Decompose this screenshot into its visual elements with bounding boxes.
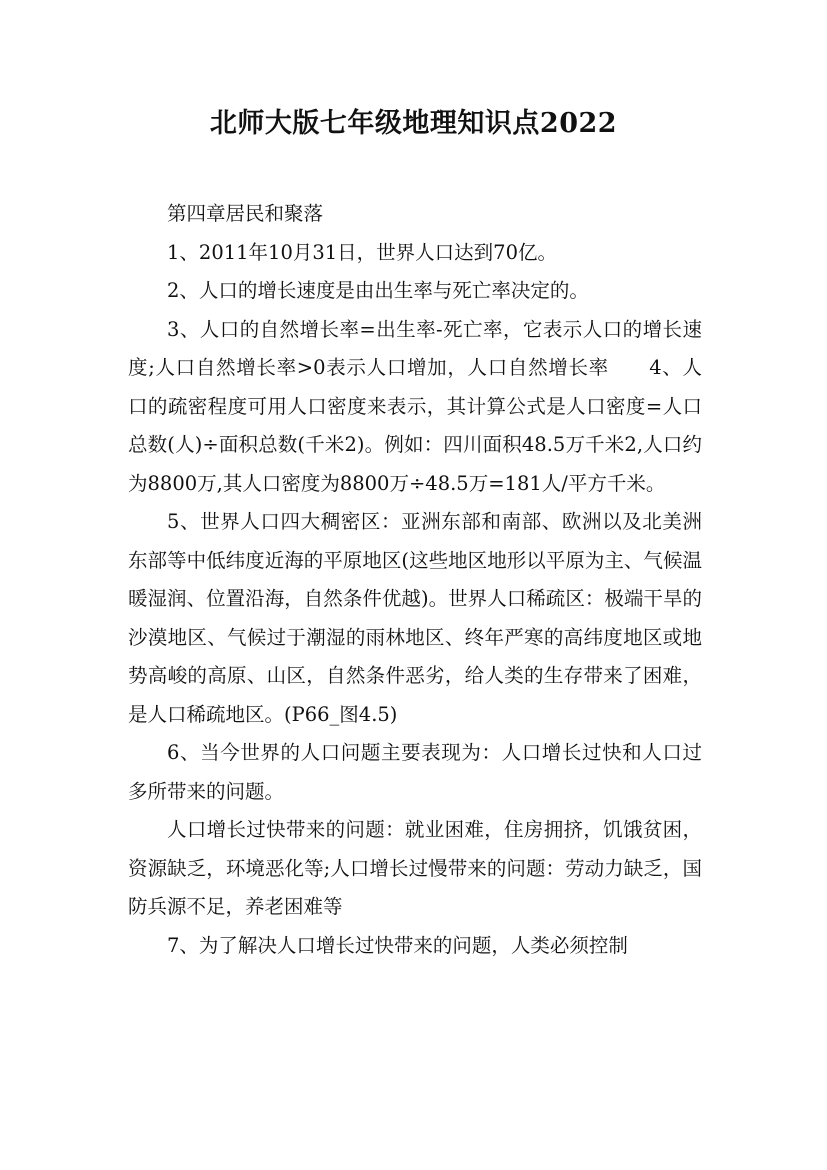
paragraph-1: 1、2011年10月31日，世界人口达到70亿。 (167, 240, 557, 264)
paragraph-6: 6、当今世界的人口问题主要表现为：人口增长过快和人口过多所带来的问题。 (128, 741, 702, 803)
paragraph-2: 2、人口的增长速度是由出生率与死亡率决定的。 (167, 279, 589, 302)
paragraph-7: 7、为了解决人口增长过快带来的问题，人类必须控制 (167, 933, 628, 957)
chapter-heading: 第四章居民和聚落 (167, 202, 324, 225)
paragraph-6-detail: 人口增长过快带来的问题：就业困难，住房拥挤，饥饿贫困，资源缺乏，环境恶化等;人口增长过慢带来的问题：劳动力缺乏，国防兵源不足，养老困难等 (128, 818, 702, 918)
document-title: 北师大版七年级地理知识点2022 (209, 108, 618, 139)
document-body (128, 195, 702, 965)
paragraph-5: 5、世界人口四大稠密区：亚洲东部和南部、欧洲以及北美洲东部等中低纬度近海的平原地区(这些地区地形以平原为主、气候温暖湿润、位置沿海，自然条件优越)。世界人口稀疏区：极端干旱的沙漠地区、气候过于潮湿的雨林地区、终年严寒的高纬度地区或地势高峻的高原、山区，自然条件恶劣，给人类的生存带来了困难，是人口稀疏地区。(P66_图4.5) (128, 510, 702, 726)
paragraph-3: 3、人口的自然增长率=出生率-死亡率，它表示人口的增长速度;人口自然增长率>0表示人口增加，人口自然增长率 4、人口的疏密程度可用人口密度来表示，其计算公式是人口密度=人口总数(人)÷面积总数(千米2)。例如：四川面积48.5万千米2,人口约为8800万,其人口密度为8800万÷48.5万=181人/平方千米。 (128, 317, 702, 495)
